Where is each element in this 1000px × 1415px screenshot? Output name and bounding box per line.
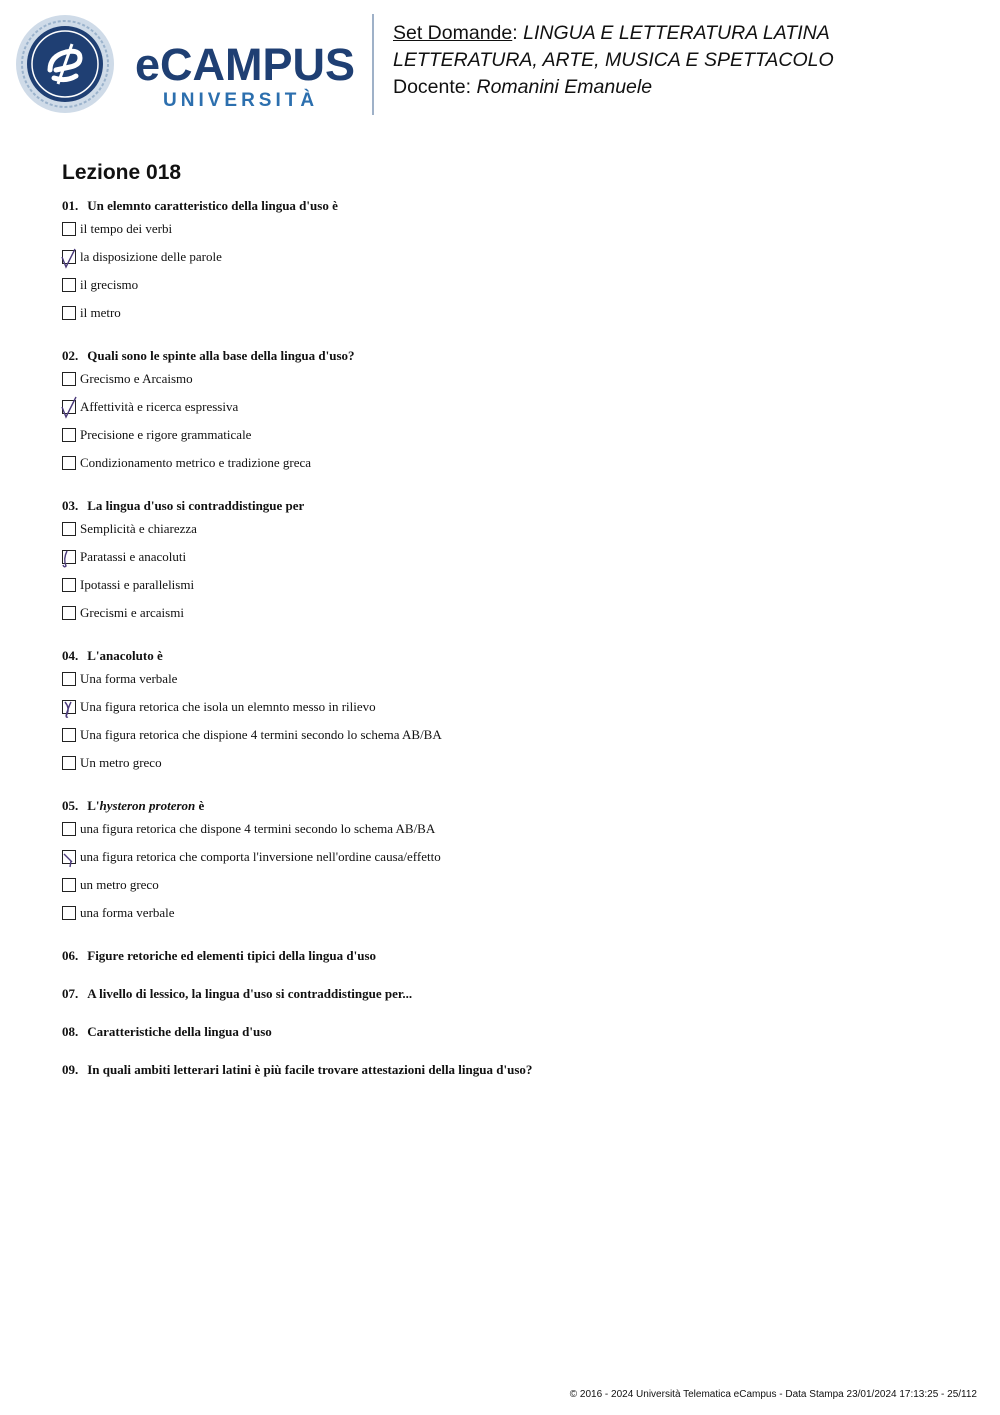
question-02 bbox=[62, 347, 962, 477]
answer-option[interactable] bbox=[62, 243, 962, 271]
checkbox[interactable] bbox=[62, 278, 76, 292]
question-03 bbox=[62, 497, 962, 627]
header-divider bbox=[372, 14, 374, 115]
question-text bbox=[62, 497, 962, 515]
answer-option[interactable] bbox=[62, 815, 962, 843]
question-05 bbox=[62, 797, 962, 927]
set-line-2 bbox=[393, 47, 834, 74]
question-text bbox=[62, 197, 962, 215]
answer-option[interactable] bbox=[62, 421, 962, 449]
checkbox[interactable] bbox=[62, 672, 76, 686]
answer-option[interactable] bbox=[62, 721, 962, 749]
ecampus-logo bbox=[14, 14, 356, 116]
option-label: Condizionamento metrico e tradizione greca bbox=[80, 455, 312, 470]
option-label: una forma verbale bbox=[80, 905, 175, 920]
answer-option[interactable] bbox=[62, 571, 962, 599]
brand-name: eCAMPUS bbox=[135, 39, 356, 90]
option-label: Una forma verbale bbox=[80, 671, 178, 686]
brand-subtitle: UNIVERSITÀ bbox=[163, 90, 319, 111]
checkbox[interactable] bbox=[62, 906, 76, 920]
question-08 bbox=[62, 1023, 962, 1041]
option-label: Una figura retorica che isola un elemnto messo in rilievo bbox=[80, 699, 376, 714]
question-number: 09. bbox=[62, 1062, 79, 1077]
answer-option[interactable] bbox=[62, 599, 962, 627]
option-label: Un metro greco bbox=[80, 755, 162, 770]
question-06 bbox=[62, 947, 962, 965]
handwritten-check-icon bbox=[60, 396, 80, 420]
checkbox[interactable] bbox=[62, 728, 76, 742]
question-04 bbox=[62, 647, 962, 777]
question-number: 08. bbox=[62, 1024, 79, 1039]
answer-option[interactable] bbox=[62, 515, 962, 543]
handwritten-check-icon bbox=[60, 246, 80, 270]
page-footer: © 2016 - 2024 Università Telematica eCampus - Data Stampa 23/01/2024 17:13:25 - 25/112 bbox=[569, 1389, 977, 1400]
question-09 bbox=[62, 1061, 962, 1079]
option-label: Paratassi e anacoluti bbox=[80, 549, 187, 564]
checkbox[interactable] bbox=[62, 578, 76, 592]
teacher-label: Docente: bbox=[393, 76, 472, 98]
question-number: 06. bbox=[62, 948, 79, 963]
checkbox[interactable] bbox=[62, 456, 76, 470]
option-label: Ipotassi e parallelismi bbox=[80, 577, 195, 592]
question-label: A livello di lessico, la lingua d'uso si contraddistingue per... bbox=[87, 986, 413, 1001]
option-label: Precisione e rigore grammaticale bbox=[80, 427, 252, 442]
question-label: L'anacoluto è bbox=[87, 648, 163, 663]
option-label: una figura retorica che comporta l'inversione nell'ordine causa/effetto bbox=[80, 849, 441, 864]
option-label: Una figura retorica che dispione 4 termini secondo lo schema AB/BA bbox=[80, 727, 442, 742]
question-list bbox=[62, 197, 962, 1099]
set-line-3 bbox=[393, 74, 834, 101]
question-01 bbox=[62, 197, 962, 327]
answer-option[interactable] bbox=[62, 899, 962, 927]
answer-option[interactable] bbox=[62, 665, 962, 693]
question-text bbox=[62, 347, 962, 365]
checkbox[interactable] bbox=[62, 606, 76, 620]
handwritten-mark-icon bbox=[60, 696, 80, 720]
question-label: La lingua d'uso si contraddistingue per bbox=[87, 498, 305, 513]
lesson-title: Lezione 018 bbox=[62, 161, 182, 184]
checkbox[interactable] bbox=[62, 428, 76, 442]
question-text bbox=[62, 647, 962, 665]
option-label: una figura retorica che dispone 4 termini secondo lo schema AB/BA bbox=[80, 821, 436, 836]
checkbox-checked[interactable] bbox=[62, 400, 76, 414]
set-line-1 bbox=[393, 20, 834, 47]
answer-option[interactable] bbox=[62, 749, 962, 777]
subject-line-1: LINGUA E LETTERATURA LATINA bbox=[523, 22, 830, 44]
answer-option[interactable] bbox=[62, 871, 962, 899]
checkbox-checked[interactable] bbox=[62, 700, 76, 714]
checkbox-checked[interactable] bbox=[62, 550, 76, 564]
question-text bbox=[62, 1023, 962, 1041]
checkbox[interactable] bbox=[62, 306, 76, 320]
answer-option[interactable] bbox=[62, 393, 962, 421]
question-07 bbox=[62, 985, 962, 1003]
answer-option[interactable] bbox=[62, 543, 962, 571]
answer-option[interactable] bbox=[62, 271, 962, 299]
option-label: il grecismo bbox=[80, 277, 139, 292]
question-number: 02. bbox=[62, 348, 79, 363]
option-label: Semplicità e chiarezza bbox=[80, 521, 197, 536]
checkbox[interactable] bbox=[62, 372, 76, 386]
checkbox[interactable] bbox=[62, 756, 76, 770]
question-label: Un elemnto caratteristico della lingua d'uso è bbox=[87, 198, 338, 213]
option-label: Affettività e ricerca espressiva bbox=[80, 399, 239, 414]
question-text bbox=[62, 1061, 962, 1079]
option-label: Grecismi e arcaismi bbox=[80, 605, 184, 620]
checkbox[interactable] bbox=[62, 522, 76, 536]
answer-option[interactable] bbox=[62, 215, 962, 243]
handwritten-mark-icon bbox=[60, 546, 80, 570]
question-label: Figure retoriche ed elementi tipici della lingua d'uso bbox=[87, 948, 376, 963]
question-label: Caratteristiche della lingua d'uso bbox=[87, 1024, 272, 1039]
subject-line-2: LETTERATURA, ARTE, MUSICA E SPETTACOLO bbox=[393, 49, 834, 71]
answer-option[interactable] bbox=[62, 843, 962, 871]
ecampus-emblem-icon bbox=[14, 14, 356, 116]
answer-option[interactable] bbox=[62, 449, 962, 477]
set-label: Set Domande bbox=[393, 22, 513, 44]
question-number: 05. bbox=[62, 798, 79, 813]
checkbox[interactable] bbox=[62, 222, 76, 236]
question-label-post: è bbox=[195, 798, 205, 813]
checkbox-checked[interactable] bbox=[62, 250, 76, 264]
question-number: 03. bbox=[62, 498, 79, 513]
question-label-pre: L' bbox=[87, 798, 100, 813]
teacher-name: Romanini Emanuele bbox=[476, 76, 653, 98]
checkbox[interactable] bbox=[62, 822, 76, 836]
question-number: 01. bbox=[62, 198, 79, 213]
option-label: il metro bbox=[80, 305, 121, 320]
answer-option[interactable] bbox=[62, 693, 962, 721]
option-label: Grecismo e Arcaismo bbox=[80, 371, 193, 386]
checkbox-checked[interactable] bbox=[62, 850, 76, 864]
answer-option[interactable] bbox=[62, 299, 962, 327]
option-label: il tempo dei verbi bbox=[80, 221, 173, 236]
question-text bbox=[62, 947, 962, 965]
question-label-emphasis: hysteron proteron bbox=[99, 798, 196, 813]
question-text bbox=[62, 797, 962, 815]
question-number: 07. bbox=[62, 986, 79, 1001]
question-number: 04. bbox=[62, 648, 79, 663]
question-text bbox=[62, 985, 962, 1003]
answer-option[interactable] bbox=[62, 365, 962, 393]
set-header bbox=[393, 20, 834, 101]
handwritten-mark-icon bbox=[60, 846, 80, 870]
option-label: la disposizione delle parole bbox=[80, 249, 222, 264]
set-colon: : bbox=[512, 22, 518, 44]
question-label: In quali ambiti letterari latini è più facile trovare attestazioni della lingua d'uso? bbox=[87, 1062, 533, 1077]
question-label: Quali sono le spinte alla base della lingua d'uso? bbox=[87, 348, 355, 363]
option-label: un metro greco bbox=[80, 877, 159, 892]
checkbox[interactable] bbox=[62, 878, 76, 892]
